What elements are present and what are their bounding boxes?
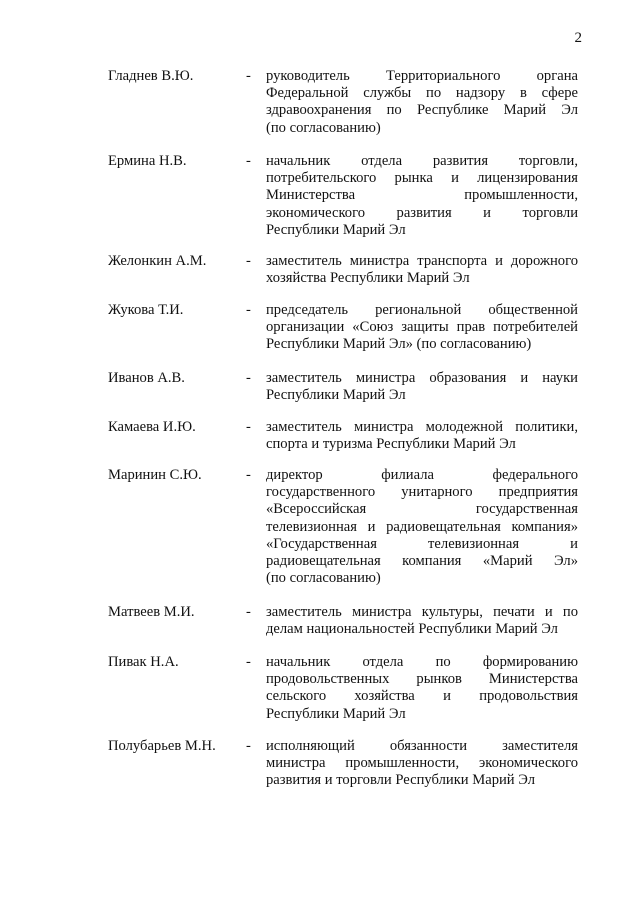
dash-separator: - xyxy=(246,153,251,169)
position-line: (по согласованию) xyxy=(266,570,381,587)
page-number: 2 xyxy=(574,30,582,46)
position-line: (по согласованию) xyxy=(266,119,381,136)
position-line: Республики Марий Эл xyxy=(266,705,406,722)
position-line: «Всероссийская государственная xyxy=(266,501,578,518)
dash-separator: - xyxy=(246,68,251,84)
member-position xyxy=(266,419,578,453)
member-position xyxy=(266,153,578,239)
position-line: заместитель министра транспорта и дорожного xyxy=(266,253,578,269)
position-line: Республики Марий Эл xyxy=(266,387,406,404)
position-line: заместитель министра культуры, печати и по xyxy=(266,604,578,620)
position-line: председатель региональной общественной xyxy=(266,302,578,318)
member-name: Матвеев М.И. xyxy=(108,604,195,620)
position-line: Министерства промышленности, xyxy=(266,187,578,204)
dash-separator: - xyxy=(246,738,251,754)
member-position xyxy=(266,467,578,587)
member-name: Маринин С.Ю. xyxy=(108,467,202,483)
dash-separator: - xyxy=(246,370,251,386)
position-line: государственного унитарного предприятия xyxy=(266,484,578,501)
dash-separator: - xyxy=(246,253,251,269)
position-line: директор филиала федерального xyxy=(266,467,578,483)
member-name: Пивак Н.А. xyxy=(108,654,179,670)
position-line: Республики Марий Эл» (по согласованию) xyxy=(266,336,532,353)
member-position xyxy=(266,604,578,638)
dash-separator: - xyxy=(246,467,251,483)
position-line: хозяйства Республики Марий Эл xyxy=(266,270,470,287)
position-line: сельского хозяйства и продовольствия xyxy=(266,688,578,705)
member-position xyxy=(266,654,578,723)
position-line: экономического развития и торговли xyxy=(266,204,578,221)
position-line: Федеральной службы по надзору в сфере xyxy=(266,85,578,102)
position-line: телевизионная и радиовещательная компания» xyxy=(266,518,578,535)
member-name: Ермина Н.В. xyxy=(108,153,187,169)
member-position xyxy=(266,302,578,354)
dash-separator: - xyxy=(246,654,251,670)
position-line: организации «Союз защиты прав потребителей xyxy=(266,319,578,336)
position-line: развития и торговли Республики Марий Эл xyxy=(266,772,535,789)
dash-separator: - xyxy=(246,419,251,435)
position-line: министра промышленности, экономического xyxy=(266,755,578,772)
member-name: Иванов А.В. xyxy=(108,370,185,386)
position-line: делам национальностей Республики Марий Эл xyxy=(266,621,558,638)
position-line: радиовещательная компания «Марий Эл» xyxy=(266,553,578,570)
member-position xyxy=(266,253,578,287)
dash-separator: - xyxy=(246,604,251,620)
dash-separator: - xyxy=(246,302,251,318)
member-name: Желонкин А.М. xyxy=(108,253,207,269)
position-line: начальник отдела по формированию xyxy=(266,654,578,670)
position-line: заместитель министра молодежной политики, xyxy=(266,419,578,435)
position-line: заместитель министра образования и науки xyxy=(266,370,578,386)
member-position xyxy=(266,370,578,404)
position-line: продовольственных рынков Министерства xyxy=(266,671,578,688)
member-position xyxy=(266,738,578,790)
position-line: Республики Марий Эл xyxy=(266,221,406,238)
position-line: исполняющий обязанности заместителя xyxy=(266,738,578,754)
position-line: начальник отдела развития торговли, xyxy=(266,153,578,169)
position-line: руководитель Территориального органа xyxy=(266,68,578,84)
position-line: спорта и туризма Республики Марий Эл xyxy=(266,436,516,453)
position-line: потребительского рынка и лицензирования xyxy=(266,170,578,187)
position-line: здравоохранения по Республике Марий Эл xyxy=(266,102,578,119)
member-position xyxy=(266,68,578,137)
member-name: Камаева И.Ю. xyxy=(108,419,196,435)
member-name: Гладнев В.Ю. xyxy=(108,68,194,84)
member-name: Жукова Т.И. xyxy=(108,302,184,318)
position-line: «Государственная телевизионная и xyxy=(266,535,578,552)
member-name: Полубарьев М.Н. xyxy=(108,738,216,754)
